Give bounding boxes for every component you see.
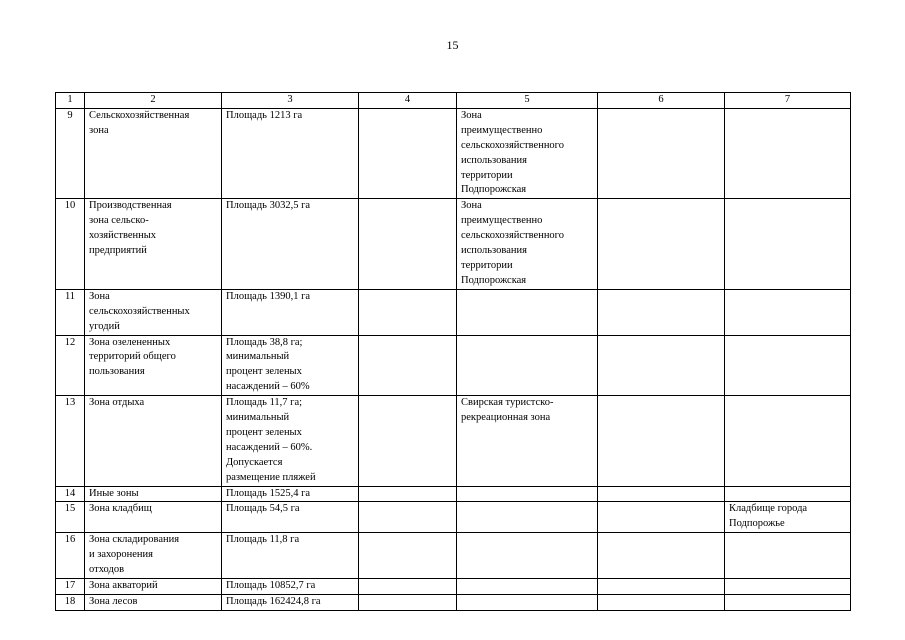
table-row — [56, 396, 851, 486]
column-6-cell — [598, 579, 725, 595]
row-number-cell: 18 — [56, 594, 85, 610]
row-number-cell: 10 — [56, 199, 85, 289]
column-header-4: 4 — [359, 93, 457, 109]
zone-name-cell: Производственная зона сельско- хозяйственных предприятий — [85, 199, 222, 289]
table-row — [56, 579, 851, 595]
column-5-cell — [457, 502, 598, 533]
column-5-cell: Зона преимущественно сельскохозяйственного использования территории Подпорожская — [457, 108, 598, 198]
column-7-cell — [725, 486, 851, 502]
row-number-cell: 12 — [56, 335, 85, 396]
row-number-cell: 11 — [56, 289, 85, 335]
zone-name-cell: Зона акваторий — [85, 579, 222, 595]
column-7-cell — [725, 533, 851, 579]
column-5-cell — [457, 594, 598, 610]
column-5-cell: Свирская туристско- рекреационная зона — [457, 396, 598, 486]
column-6-cell — [598, 594, 725, 610]
column-6-cell — [598, 502, 725, 533]
column-4-cell — [359, 486, 457, 502]
table-row — [56, 108, 851, 198]
column-7-cell — [725, 199, 851, 289]
table-row — [56, 486, 851, 502]
zone-parameters-cell: Площадь 1525,4 га — [222, 486, 359, 502]
row-number-cell: 15 — [56, 502, 85, 533]
column-header-3: 3 — [222, 93, 359, 109]
column-5-cell — [457, 579, 598, 595]
column-6-cell — [598, 486, 725, 502]
column-4-cell — [359, 335, 457, 396]
column-7-cell — [725, 335, 851, 396]
column-4-cell — [359, 396, 457, 486]
column-4-cell — [359, 579, 457, 595]
column-4-cell — [359, 199, 457, 289]
column-4-cell — [359, 594, 457, 610]
zone-parameters-cell: Площадь 38,8 га; минимальный процент зеленых насаждений – 60% — [222, 335, 359, 396]
zone-name-cell: Зона сельскохозяйственных угодий — [85, 289, 222, 335]
column-5-cell — [457, 533, 598, 579]
column-header-7: 7 — [725, 93, 851, 109]
page-number: 15 — [446, 38, 459, 52]
column-6-cell — [598, 335, 725, 396]
zone-parameters-cell: Площадь 11,8 га — [222, 533, 359, 579]
table-header-row — [56, 93, 851, 109]
table-row — [56, 502, 851, 533]
zone-name-cell: Зона озелененных территорий общего пользования — [85, 335, 222, 396]
zone-parameters-cell: Площадь 1390,1 га — [222, 289, 359, 335]
column-5-cell — [457, 289, 598, 335]
zone-parameters-cell: Площадь 3032,5 га — [222, 199, 359, 289]
zone-parameters-cell: Площадь 1213 га — [222, 108, 359, 198]
table-row — [56, 594, 851, 610]
zone-name-cell: Зона лесов — [85, 594, 222, 610]
column-4-cell — [359, 108, 457, 198]
table-row — [56, 533, 851, 579]
row-number-cell: 16 — [56, 533, 85, 579]
zone-name-cell: Сельскохозяйственная зона — [85, 108, 222, 198]
column-6-cell — [598, 289, 725, 335]
column-header-5: 5 — [457, 93, 598, 109]
column-7-cell — [725, 289, 851, 335]
zone-name-cell: Зона отдыха — [85, 396, 222, 486]
column-6-cell — [598, 396, 725, 486]
zone-name-cell: Иные зоны — [85, 486, 222, 502]
column-6-cell — [598, 108, 725, 198]
row-number-cell: 17 — [56, 579, 85, 595]
zones-table — [55, 92, 851, 611]
column-6-cell — [598, 199, 725, 289]
column-7-cell: Кладбище города Подпорожье — [725, 502, 851, 533]
column-5-cell — [457, 486, 598, 502]
row-number-cell: 14 — [56, 486, 85, 502]
zone-name-cell: Зона кладбищ — [85, 502, 222, 533]
zone-parameters-cell: Площадь 11,7 га; минимальный процент зеленых насаждений – 60%. Допускается размещение пляжей — [222, 396, 359, 486]
column-7-cell — [725, 594, 851, 610]
column-5-cell: Зона преимущественно сельскохозяйственного использования территории Подпорожская — [457, 199, 598, 289]
column-7-cell — [725, 579, 851, 595]
column-4-cell — [359, 533, 457, 579]
row-number-cell: 13 — [56, 396, 85, 486]
column-7-cell — [725, 396, 851, 486]
column-header-2: 2 — [85, 93, 222, 109]
row-number-cell: 9 — [56, 108, 85, 198]
zone-name-cell: Зона складирования и захоронения отходов — [85, 533, 222, 579]
zone-parameters-cell: Площадь 162424,8 га — [222, 594, 359, 610]
table-row — [56, 335, 851, 396]
zone-parameters-cell: Площадь 10852,7 га — [222, 579, 359, 595]
table-row — [56, 199, 851, 289]
column-4-cell — [359, 289, 457, 335]
column-header-6: 6 — [598, 93, 725, 109]
zone-parameters-cell: Площадь 54,5 га — [222, 502, 359, 533]
column-header-1: 1 — [56, 93, 85, 109]
column-5-cell — [457, 335, 598, 396]
column-7-cell — [725, 108, 851, 198]
column-4-cell — [359, 502, 457, 533]
column-6-cell — [598, 533, 725, 579]
table-row — [56, 289, 851, 335]
